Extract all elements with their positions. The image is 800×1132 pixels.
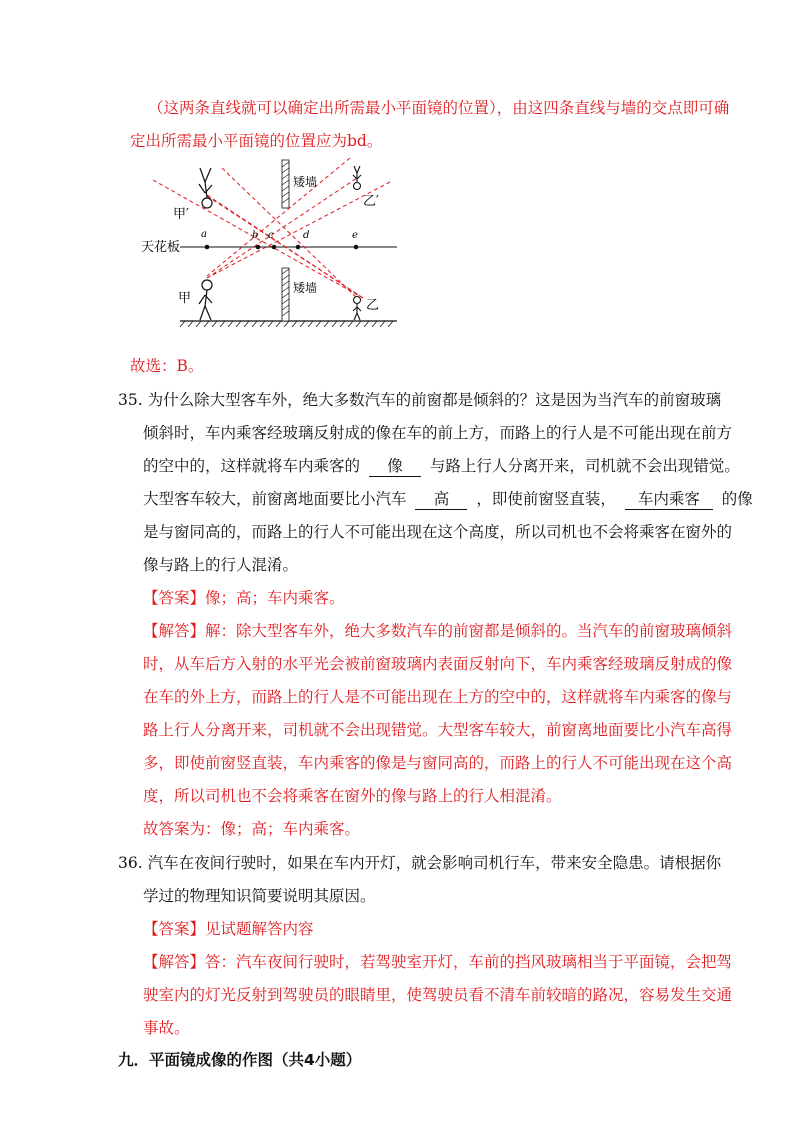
point-b-label: b bbox=[252, 230, 259, 241]
person-yi-figure bbox=[353, 297, 361, 321]
explanation-line: （这两条直线就可以确定出所需最小平面镜的位置），由这四条直线与墙的交点即可确 bbox=[148, 99, 730, 117]
wall-label-text: 矮墙 bbox=[293, 281, 318, 295]
point-e-label: e bbox=[352, 230, 358, 241]
explanation-36-line: 【解答】答：汽车夜间行驶时，若驾驶室开灯，车前的挡风玻璃相当于平面镜，会把驾 bbox=[143, 953, 733, 971]
question-text: 大型客车较大，前窗离地面要比小汽车 bbox=[143, 490, 407, 508]
person-yi-image-label: 乙′ bbox=[363, 194, 379, 209]
person-jia-figure bbox=[199, 280, 212, 320]
person-jia-label: 甲 bbox=[178, 291, 192, 306]
question-35-line-4 bbox=[143, 489, 753, 510]
ceiling-label: 天花板 bbox=[141, 240, 181, 255]
question-text: 为什么除大型客车外，绝大多数汽车的前窗都是倾斜的？这是因为当汽车的前窗玻璃 bbox=[147, 391, 722, 409]
person-yi-image-figure bbox=[353, 166, 361, 190]
person-jia-image-label: 甲′ bbox=[173, 207, 189, 222]
person-yi-label: 乙 bbox=[366, 298, 380, 313]
question-35-line-2: 倾斜时，车内乘客经玻璃反射成的像在车的前上方，而路上的行人是不可能出现在前方 bbox=[143, 424, 733, 442]
question-text: 的像 bbox=[721, 490, 753, 508]
explanation-35-line: 时，从车后方入射的水平光会被前窗玻璃内表面反射向下，车内乘客经玻璃反射成的像 bbox=[143, 655, 733, 673]
person-jia-image-figure bbox=[199, 168, 212, 208]
explanation-36-line: 驶室内的灯光反射到驾驶员的眼睛里，使驾驶员看不清车前较暗的路况，容易发生交通 bbox=[143, 986, 733, 1004]
question-text: 与路上行人分离开来，司机就不会出现错觉。 bbox=[429, 457, 740, 475]
answer-35: 【答案】像；高；车内乘客。 bbox=[143, 589, 345, 607]
light-rays bbox=[153, 158, 390, 298]
wall-image-label-text: 矮墙 bbox=[293, 175, 318, 189]
explanation-line: 定出所需最小平面镜的位置应为bd。 bbox=[130, 132, 383, 150]
question-36-line-1 bbox=[118, 853, 721, 873]
fill-blank-3: 车内乘客 bbox=[625, 489, 713, 510]
low-wall bbox=[282, 268, 289, 321]
wall-label bbox=[293, 280, 317, 295]
explanation-35-line: 【解答】解：除大型客车外，绝大多数汽车的前窗都是倾斜的。当汽车的前窗玻璃倾斜 bbox=[143, 622, 733, 640]
explanation-35-line: 在车的外上方，而路上的行人是不可能出现在上方的空中的，这样就将车内乘客的像与 bbox=[143, 688, 733, 706]
explanation-36-line: 事故。 bbox=[143, 1019, 190, 1037]
fill-blank-1: 像 bbox=[369, 456, 421, 477]
explanation-35-line: 度，所以司机也不会将乘客在窗外的像与路上的行人相混淆。 bbox=[143, 787, 562, 805]
question-35-line-5: 是与窗同高的，而路上的行人不可能出现在这个高度，所以司机也不会将乘客在窗外的 bbox=[143, 523, 733, 541]
choice-answer: 故选：B。 bbox=[130, 357, 204, 375]
question-36-line-2: 学过的物理知识简要说明其原因。 bbox=[143, 887, 376, 905]
point-d-label: d bbox=[303, 230, 310, 241]
question-35-line-6: 像与路上的行人混淆。 bbox=[143, 556, 299, 574]
question-35-line-3 bbox=[143, 456, 740, 477]
question-text: 的空中的，这样就将车内乘客的 bbox=[143, 457, 361, 475]
question-number: 36. bbox=[118, 854, 143, 872]
final-answer-35: 故答案为：像；高；车内乘客。 bbox=[143, 820, 361, 838]
explanation-35-line: 路上行人分离开来，司机就不会出现错觉。大型客车较大，前窗离地面要比小汽车高得 bbox=[143, 721, 733, 739]
answer-36: 【答案】见试题解答内容 bbox=[143, 920, 314, 938]
point-c-label: c bbox=[268, 230, 274, 241]
ground-hatching bbox=[180, 321, 393, 327]
question-text: ，即使前窗竖直装， bbox=[476, 490, 616, 508]
question-number: 35. bbox=[118, 391, 143, 409]
section-heading: 九．平面镜成像的作图（共4小题） bbox=[118, 1051, 362, 1069]
question-text: 汽车在夜间行驶时，如果在车内开灯，就会影响司机行车，带来安全隐患。请根据你 bbox=[147, 854, 722, 872]
question-35-line-1 bbox=[118, 390, 721, 410]
fill-blank-2: 高 bbox=[415, 489, 467, 510]
point-a-label: a bbox=[201, 229, 207, 240]
mirror-diagram bbox=[135, 158, 405, 338]
wall-image bbox=[282, 160, 289, 208]
explanation-35-line: 多，即使前窗竖直装，车内乘客的像是与窗同高的，而路上的行人不可能出现在这个高 bbox=[143, 754, 733, 772]
